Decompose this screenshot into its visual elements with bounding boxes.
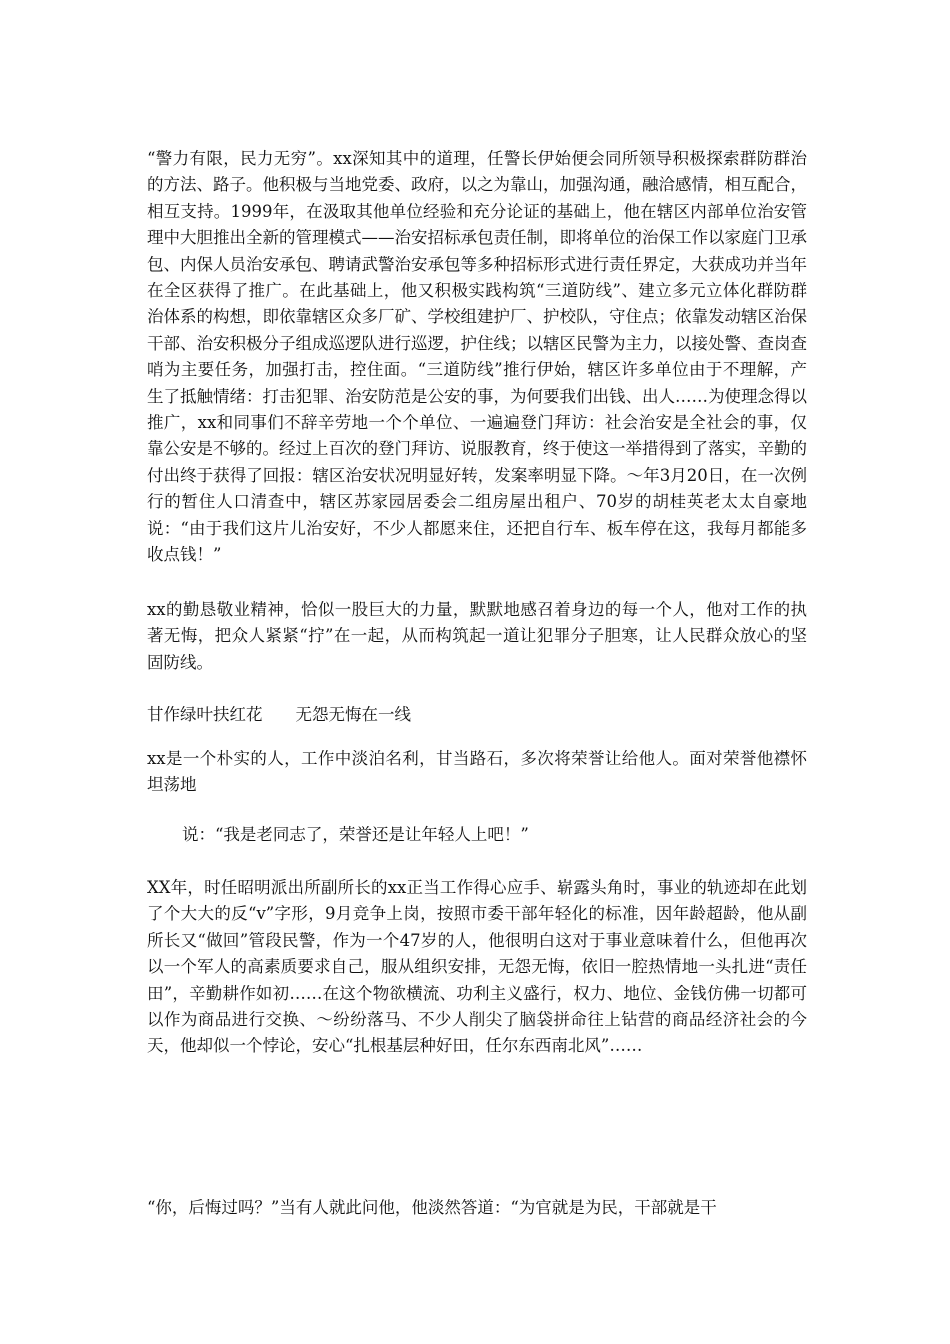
quote-paragraph: 说：“我是老同志了，荣誉还是让年轻人上吧！” <box>182 825 529 844</box>
section-heading: 甘作绿叶扶红花 无怨无悔在一线 <box>147 705 411 724</box>
body-paragraph: “警力有限，民力无穷”。xx深知其中的道理，任警长伊始便会同所领导积极探索群防群治的方法、路子。他积极与当地党委、政府，以之为靠山，加强沟通，融洽感情，相互配合，相互支持。1999年，在汲取其他单位经验和充分论证的基础上，他在辖区内部单位治安管理中大胆推出全新的管理模式——治安招标承包责任制，即将单位的治保工作以家庭门卫承包、内保人员治安承包、聘请武警治安承包等多种招标形式进行责任界定，大获成功并当年在全区获得了推广。在此基础上，他又积极实践构筑“三道防线”、建立多元立体化群防群治体系的构想，即依靠辖区众多厂矿、学校组建护厂、护校队，守住点；依靠发动辖区治保干部、治安积极分子组成巡逻队进行巡逻，护住线；以辖区民警为主力，以接处警、查岗查哨为主要任务，加强打击，控住面。“三道防线”推行伊始，辖区许多单位由于不理解，产生了抵触情绪：打击犯罪、治安防范是公安的事，为何要我们出钱、出人……为使理念得以推广，xx和同事们不辞辛劳地一个个单位、一遍遍登门拜访：社会治安是全社会的事，仅靠公安是不够的。经过上百次的登门拜访、说服教育，终于使这一举措得到了落实，辛勤的付出终于获得了回报：辖区治安状况明显好转，发案率明显下降。～年3月20日，在一次例行的暂住人口清查中，辖区苏家园居委会二组房屋出租户、70岁的胡桂英老太太自豪地说：“由于我们这片儿治安好，不少人都愿来住，还把自行车、板车停在这，我每月都能多收点钱！” <box>147 149 807 565</box>
body-paragraph: xx是一个朴实的人，工作中淡泊名利，甘当路石，多次将荣誉让给他人。面对荣誉他襟怀坦荡地 <box>147 749 807 795</box>
body-paragraph: “你，后悔过吗？”当有人就此问他，他淡然答道：“为官就是为民，干部就是干 <box>147 1198 717 1217</box>
body-paragraph: XX年，时任昭明派出所副所长的xx正当工作得心应手、崭露头角时，事业的轨迹却在此划了个大大的反“v”字形，9月竞争上岗，按照市委干部年轻化的标准，因年龄超龄，他从副所长又“做回”管段民警，作为一个47岁的人，他很明白这对于事业意味着什么，但他再次以一个军人的高素质要求自己，服从组织安排，无怨无悔，依旧一腔热情地一头扎进“责任田”，辛勤耕作如初……在这个物欲横流、功利主义盛行，权力、地位、金钱仿佛一切都可以作为商品进行交换、～纷纷落马、不少人削尖了脑袋拼命往上钻营的商品经济社会的今天，他却似一个悖论，安心“扎根基层种好田，任尔东西南北风”…… <box>147 878 807 1056</box>
body-paragraph: xx的勤恳敬业精神，恰似一股巨大的力量，默默地感召着身边的每一个人，他对工作的执著无悔，把众人紧紧“拧”在一起，从而构筑起一道让犯罪分子胆寒，让人民群众放心的坚固防线。 <box>147 600 807 672</box>
